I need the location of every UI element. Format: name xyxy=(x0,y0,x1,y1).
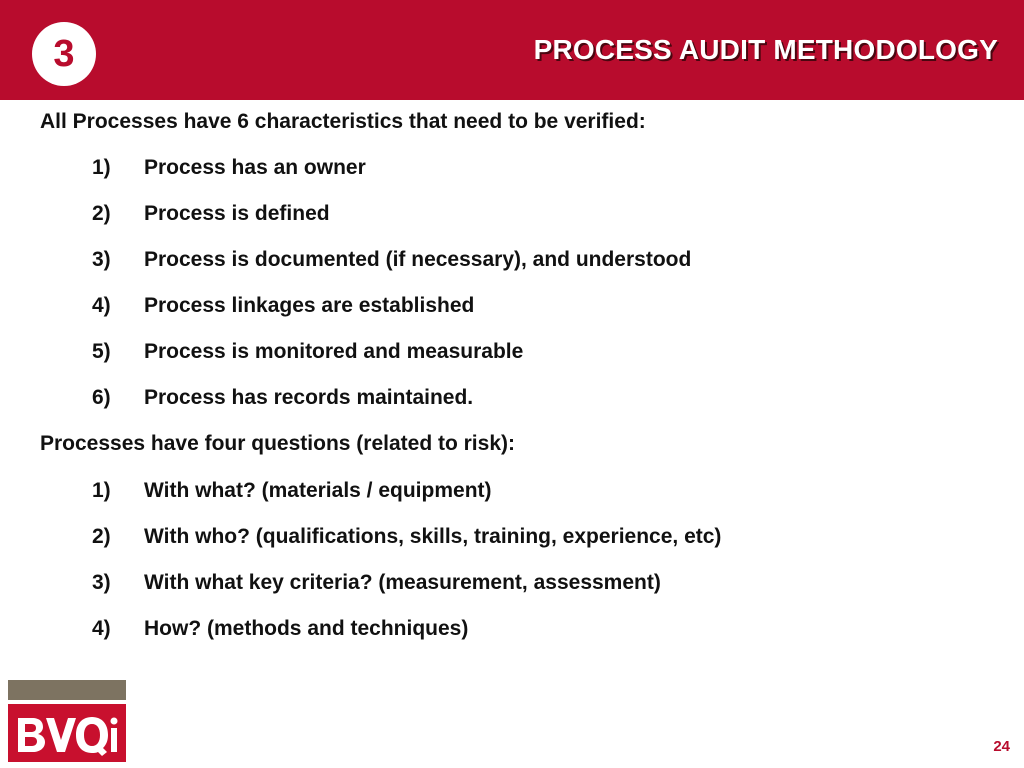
list-item xyxy=(0,617,1024,645)
list-item-text: Process has an owner xyxy=(144,156,366,179)
slide-title: PROCESS AUDIT METHODOLOGY xyxy=(533,34,998,65)
list-item xyxy=(0,479,1024,507)
list-item-number: 1) xyxy=(92,479,111,502)
list-item-text: With who? (qualifications, skills, training, experience, etc) xyxy=(144,525,722,548)
list-item-number: 2) xyxy=(92,525,111,548)
list-item-text: How? (methods and techniques) xyxy=(144,617,469,640)
block1-intro: All Processes have 6 characteristics that need to be verified: xyxy=(40,110,646,133)
list-item-text: With what key criteria? (measurement, assessment) xyxy=(144,571,661,594)
list-item-number: 6) xyxy=(92,386,111,409)
list-item-text: Process is documented (if necessary), and understood xyxy=(144,248,692,271)
list-item xyxy=(0,294,1024,322)
logo-gray-bar xyxy=(8,680,126,700)
list-item xyxy=(0,248,1024,276)
list-item xyxy=(0,571,1024,599)
section-number-badge: 3 xyxy=(32,22,96,86)
list-item-text: Process is monitored and measurable xyxy=(144,340,524,363)
list-item-text: Process has records maintained. xyxy=(144,386,474,409)
list-item-text: With what? (materials / equipment) xyxy=(144,479,492,502)
list-item-text: Process is defined xyxy=(144,202,330,225)
list-item xyxy=(0,202,1024,230)
list-item-number: 1) xyxy=(92,156,111,179)
list-item-number: 3) xyxy=(92,571,111,594)
list-item-number: 4) xyxy=(92,617,111,640)
list-item xyxy=(0,156,1024,184)
list-item-number: 5) xyxy=(92,340,111,363)
list-item-number: 4) xyxy=(92,294,111,317)
bvqi-logo xyxy=(8,680,126,762)
list-item xyxy=(0,525,1024,553)
list-item-number: 2) xyxy=(92,202,111,225)
page-number: 24 xyxy=(993,738,1010,755)
logo-red-block xyxy=(8,704,126,762)
header-bar xyxy=(0,0,1024,100)
list-item xyxy=(0,386,1024,414)
list-item-number: 3) xyxy=(92,248,111,271)
block2-intro: Processes have four questions (related to risk): xyxy=(40,432,515,455)
list-item-text: Process linkages are established xyxy=(144,294,475,317)
list-item xyxy=(0,340,1024,368)
logo-wordmark-icon xyxy=(8,704,126,762)
